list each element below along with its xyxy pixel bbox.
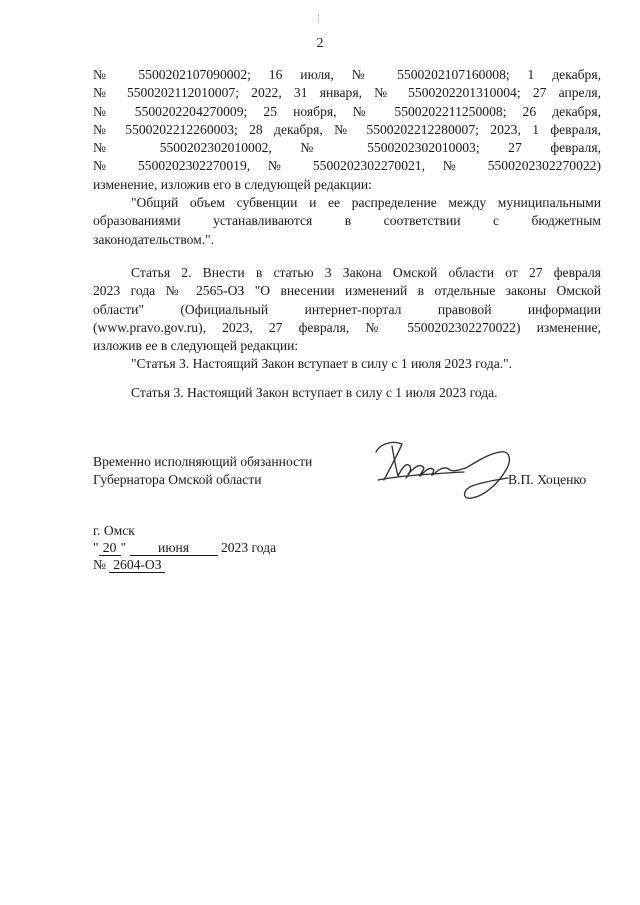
city: г. Омск xyxy=(93,523,135,538)
date-year: 2023 года xyxy=(220,540,277,555)
article-2-line-1: Статья 2. Внести в статью 3 Закона Омской области от 27 февраля xyxy=(131,265,601,280)
date-quote-open: " xyxy=(93,540,99,555)
amendment-quote-line-2: образованиями устанавливаются в соответствии с бюджетным xyxy=(93,213,601,229)
amendment-line-7: изменение, изложив его в следующей редакции: xyxy=(93,176,372,192)
date-month: июня xyxy=(130,541,218,556)
amendment-quote-line-1: "Общий объем субвенции и ее распределение между муниципальными xyxy=(131,195,601,211)
signer-title xyxy=(93,453,312,490)
article-2-line-5: изложив ее в следующей редакции: xyxy=(93,338,299,354)
article-3 xyxy=(93,384,601,402)
article-2-line-3: области" (Официальный интернет-портал правовой информации xyxy=(93,301,601,317)
page-dot-mark xyxy=(318,14,321,24)
signer-title-line-2: Губернатора Омской области xyxy=(93,472,262,488)
signer-title-line-1: Временно исполняющий обязанности xyxy=(93,454,313,469)
amendment-line-2: № 5500202112010007; 2022, 31 января, № 5500202201310004; 27 апреля, xyxy=(93,85,601,101)
amendment-line-1: № 5500202107090002; 16 июля, № 5500202107160008; 1 декабря, xyxy=(93,67,601,82)
article-3-text: Статья 3. Настоящий Закон вступает в силу с 1 июля 2023 года. xyxy=(131,385,498,400)
date-day: 20 xyxy=(99,541,121,556)
law-number xyxy=(93,556,276,573)
handwritten-signature xyxy=(368,432,516,512)
article-2-quote: "Статья 3. Настоящий Закон вступает в силу с 1 июля 2023 года.". xyxy=(131,356,513,372)
amendment-line-5: № 5500202302010002, № 5500202302010003; 27 февраля, xyxy=(93,140,601,156)
article-2-line-4: (www.pravo.gov.ru), 2023, 27 февраля, № 5500202302270022) изменение, xyxy=(93,319,601,335)
article-2 xyxy=(93,264,601,374)
signer-name: В.П. Хоценко xyxy=(508,472,587,487)
amendment-line-4: № 5500202212260003; 28 декабря, № 5500202212280007; 2023, 1 февраля, xyxy=(93,121,601,137)
signing-date xyxy=(93,539,276,556)
number-sign: № xyxy=(93,557,106,572)
amendment-line-6: № 5500202302270019, № 5500202302270021, № 5500202302270022) xyxy=(93,158,601,174)
law-number-value: 2604-ОЗ xyxy=(109,558,165,573)
amendment-line-3: № 5500202204270009; 25 ноября, № 5500202211250008; 26 декабря, xyxy=(93,103,601,119)
page-number: 2 xyxy=(316,36,324,51)
amendment-paragraph xyxy=(93,66,601,249)
article-2-line-2: 2023 года № 2565-ОЗ "О внесении изменений в отдельные законы Омской xyxy=(93,283,601,299)
amendment-quote-line-3: законодательством.". xyxy=(93,231,215,247)
document-footer xyxy=(93,522,276,573)
date-quote-close: " xyxy=(120,540,127,555)
